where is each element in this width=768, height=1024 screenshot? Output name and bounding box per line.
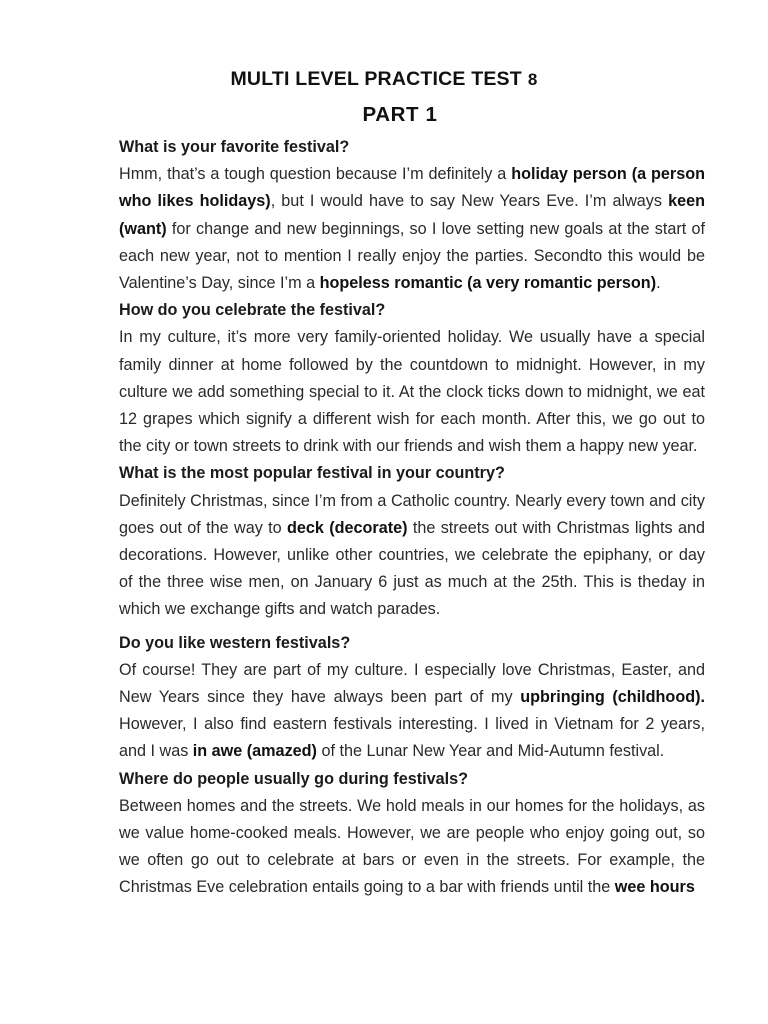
answer-text: of the Lunar New Year and Mid-Autumn festival. <box>316 742 665 761</box>
vocabulary-term: hopeless romantic (a very romantic person) <box>319 274 657 293</box>
vocabulary-term: holiday person (a person who likes holidays) <box>119 165 705 211</box>
test-title <box>0 68 768 91</box>
vocabulary-term: deck (decorate) <box>287 518 408 537</box>
vocabulary-term: upbringing (childhood). <box>520 688 705 707</box>
test-title-text: MULTI LEVEL PRACTICE TEST <box>230 68 522 90</box>
answer-text: Hmm, that’s a tough question because I’m definitely a <box>119 165 512 184</box>
answer-text: Between homes and the streets. We hold meals in our homes for the holidays, as we value home-cooked meals. However, we are people who enjoy going out, so we often go out to celebrate at bars or even in the streets. For example, the Christmas Eve celebration entails going to a bar with friends until the <box>119 796 705 897</box>
question-heading: Do you like western festivals? <box>119 633 351 652</box>
answer-text: , but I would have to say New Years Eve. I’m always <box>270 192 669 211</box>
answer-paragraph <box>119 488 705 624</box>
answer-paragraph <box>119 657 705 766</box>
answer-text: In my culture, it’s more very family-oriented holiday. We usually have a special family dinner at home followed by the countdown to midnight. However, in my culture we add something special to it. At the clock ticks down to midnight, we eat 12 grapes which signify a different wish for each month. After this, we go out to the city or town streets to drink with our friends and wish them a happy new year. <box>119 328 705 456</box>
answer-text: Definitely Christmas, since I’m from a Catholic country. Nearly every town and city goes out of the way to <box>119 491 705 537</box>
test-number: 8 <box>527 70 538 89</box>
answer-paragraph <box>119 161 705 297</box>
answer-paragraph <box>119 324 705 460</box>
part-heading: PART 1 <box>362 103 438 126</box>
vocabulary-term: wee hours <box>614 878 695 897</box>
question-heading: What is the most popular festival in your country? <box>119 464 505 483</box>
answer-text: . <box>656 274 661 293</box>
answer-text: for change and new beginnings, so I love setting new goals at the start of each new year, not to mention I really enjoy the parties. Secondto this would be Valentine’s Day, since I’m a <box>119 219 705 293</box>
answer-text: the streets out with Christmas lights and decorations. However, unlike other countries, we celebrate the epiphany, or day of the three wise men, on January 6 just as much at the 25th. This is theday in which we exchange gifts and watch parades. <box>119 518 705 619</box>
vocabulary-term: keen (want) <box>119 192 705 238</box>
answer-text: However, I also find eastern festivals interesting. I lived in Vietnam for 2 years, and I was <box>119 715 705 761</box>
vocabulary-term: in awe (amazed) <box>192 742 317 761</box>
question-heading: How do you celebrate the festival? <box>119 301 386 320</box>
question-heading: What is your favorite festival? <box>119 138 350 156</box>
qa-content <box>119 134 705 902</box>
answer-paragraph <box>119 793 705 902</box>
answer-text: Of course! They are part of my culture. I especially love Christmas, Easter, and New Years since they have always been part of my <box>119 660 705 707</box>
question-heading: Where do people usually go during festivals? <box>119 769 468 788</box>
